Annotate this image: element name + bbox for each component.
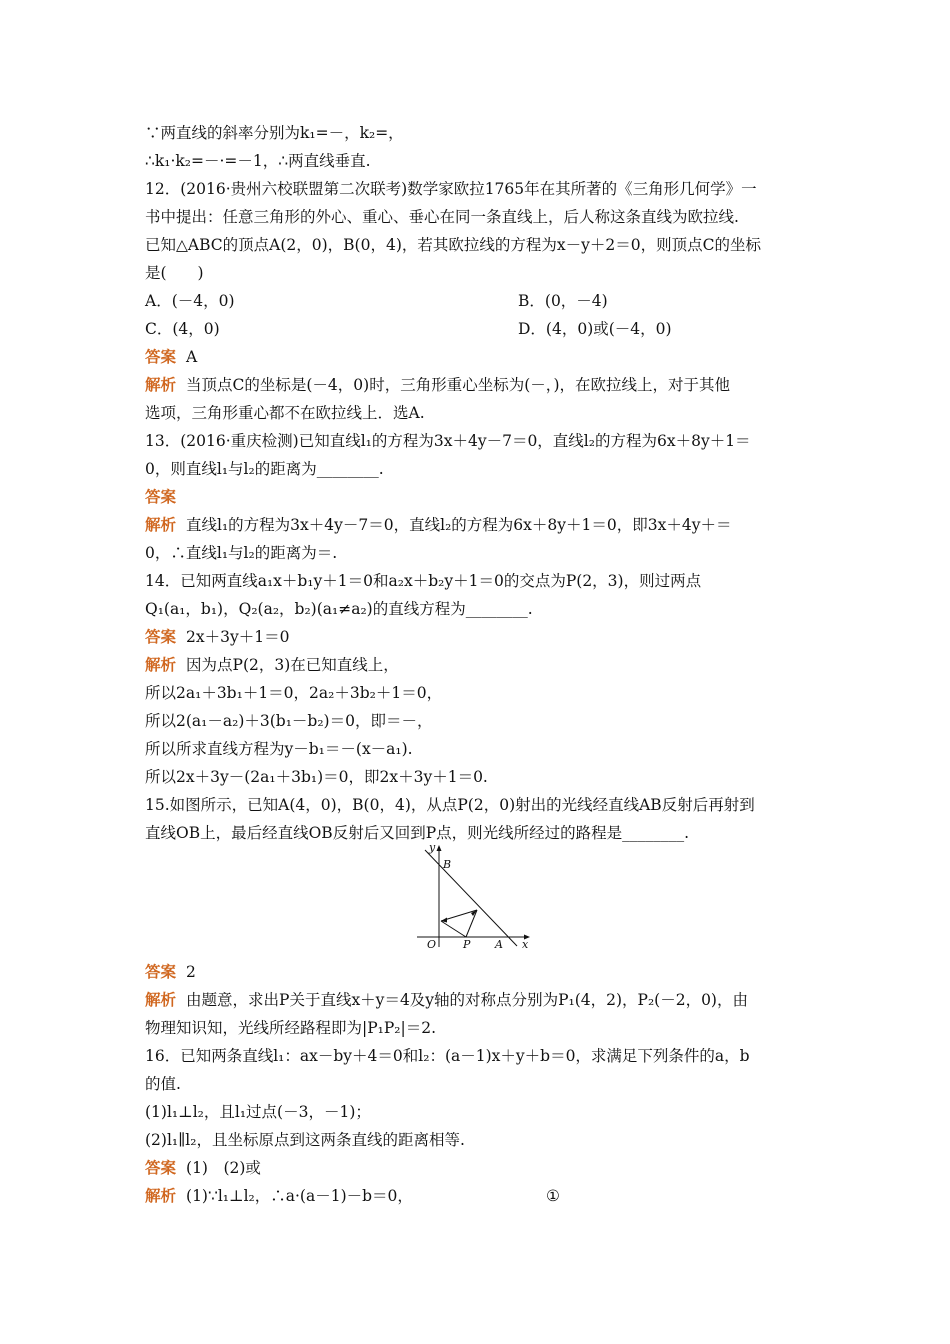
q14-solution-5: 所以2x＋3y－(2a₁＋3b₁)＝0，即2x＋3y＋1＝0. — [145, 768, 488, 786]
q15-text-1: 15.如图所示，已知A(4，0)，B(0，4)，从点P(2，0)射出的光线经直线AB反射后再射到 — [145, 796, 755, 814]
q16-text-2: 的值. — [145, 1075, 181, 1093]
ray-p-to-ab — [466, 910, 477, 937]
q15-solution-2: 物理知识知，光线所经路程即为|P₁P₂|＝2. — [145, 1019, 437, 1037]
q16-solution-text-1: (1)∵l₁⊥l₂，∴a·(a－1)－b＝0， — [186, 1187, 413, 1205]
q16-text-3: (1)l₁⊥l₂，且l₁过点(－3，－1)； — [145, 1103, 371, 1121]
q12-text-2: 书中提出：任意三角形的外心、重心、垂心在同一条直线上，后人称这条直线为欧拉线. — [145, 208, 739, 226]
solution-label: 解析 — [145, 990, 177, 1009]
label-x: x — [522, 938, 529, 951]
q14-solution-3: 所以2(a₁－a₂)＋3(b₁－b₂)＝0，即＝－， — [145, 712, 433, 730]
solution-label: 解析 — [145, 515, 177, 534]
q14-solution-text-1: 因为点P(2，3)在已知直线上， — [186, 656, 399, 674]
label-y: y — [429, 842, 436, 854]
answer-label: 答案 — [145, 962, 177, 981]
q12-option-b: B．(0，－4) — [518, 292, 608, 310]
line-perpendicular: ∴k₁·k₂=－·=－1，∴两直线垂直. — [145, 152, 371, 170]
q16-answer — [145, 1158, 261, 1178]
q12-option-c: C．(4，0) — [145, 320, 220, 338]
q15-solution-1 — [145, 990, 748, 1010]
q16-answer-value: (1) (2)或 — [186, 1159, 261, 1177]
q12-solution-1 — [145, 375, 730, 395]
q13-solution-1 — [145, 515, 731, 535]
q14-text-1: 14．已知两直线a₁x＋b₁y＋1＝0和a₂x＋b₂y＋1＝0的交点为P(2，3)，则过两点 — [145, 572, 702, 590]
q14-answer-value: 2x＋3y＋1＝0 — [186, 628, 290, 646]
q13-text-2: 0，则直线l₁与l₂的距离为________. — [145, 460, 384, 478]
q15-answer — [145, 962, 196, 982]
answer-label: 答案 — [145, 347, 177, 366]
q15-answer-value: 2 — [186, 963, 196, 981]
q12-option-a: A．(－4，0) — [145, 292, 235, 310]
answer-label: 答案 — [145, 1158, 177, 1177]
q12-answer-value: A — [186, 348, 198, 366]
q12-text-1: 12．(2016·贵州六校联盟第二次联考)数学家欧拉1765年在其所著的《三角形几何学》一 — [145, 180, 757, 198]
answer-label: 答案 — [145, 487, 177, 506]
q12-solution-text-1: 当顶点C的坐标是(－4，0)时，三角形重心坐标为(－，)，在欧拉线上，对于其他 — [186, 376, 731, 394]
q12-answer — [145, 347, 197, 367]
label-p: P — [463, 938, 471, 951]
q14-solution-1 — [145, 655, 399, 675]
answer-label: 答案 — [145, 627, 177, 646]
q13-answer — [145, 487, 186, 507]
label-b: B — [443, 858, 452, 871]
ray-ob-to-p — [441, 921, 466, 937]
q12-text-3: 已知△ABC的顶点A(2，0)，B(0，4)，若其欧拉线的方程为x－y＋2＝0，则顶点C的坐标 — [145, 236, 761, 254]
equation-number: ① — [546, 1187, 560, 1205]
q12-text-4: 是( ) — [145, 264, 204, 282]
q13-text-1: 13．(2016·重庆检测)已知直线l₁的方程为3x＋4y－7＝0，直线l₂的方程为6x＋8y＋1＝ — [145, 432, 751, 450]
q12-option-d: D．(4，0)或(－4，0) — [518, 320, 672, 338]
q14-solution-4: 所以所求直线方程为y－b₁＝－(x－a₁). — [145, 740, 413, 758]
q12-solution-2: 选项，三角形重心都不在欧拉线上．选A. — [145, 404, 425, 422]
reflection-figure — [415, 842, 535, 952]
q16-text-1: 16．已知两条直线l₁：ax－by＋4＝0和l₂：(a－1)x＋y＋b＝0，求满足下列条件的a，b — [145, 1047, 750, 1065]
solution-label: 解析 — [145, 1186, 177, 1205]
label-a: A — [495, 938, 503, 951]
solution-label: 解析 — [145, 375, 177, 394]
q16-solution-1 — [145, 1186, 413, 1206]
solution-label: 解析 — [145, 655, 177, 674]
q14-text-2: Q₁(a₁，b₁)，Q₂(a₂，b₂)(a₁≠a₂)的直线方程为________. — [145, 600, 533, 618]
q15-solution-text-1: 由题意，求出P关于直线x＋y＝4及y轴的对称点分别为P₁(4，2)，P₂(－2，0)，由 — [186, 991, 748, 1009]
line-slopes: ∵两直线的斜率分别为k₁=－，k₂=， — [145, 124, 404, 142]
label-o: O — [427, 938, 437, 951]
q14-answer — [145, 627, 289, 647]
q14-solution-2: 所以2a₁＋3b₁＋1＝0，2a₂＋3b₂＋1＝0， — [145, 684, 443, 702]
q15-text-2: 直线OB上，最后经直线OB反射后又回到P点，则光线所经过的路程是________. — [145, 824, 690, 842]
q16-text-4: (2)l₁∥l₂，且坐标原点到这两条直线的距离相等. — [145, 1131, 465, 1149]
y-axis-arrow — [437, 845, 442, 851]
q13-solution-text-1: 直线l₁的方程为3x＋4y－7＝0，直线l₂的方程为6x＋8y＋1＝0，即3x＋4y＋＝ — [186, 516, 732, 534]
q13-solution-2: 0，∴直线l₁与l₂的距离为＝. — [145, 544, 338, 562]
